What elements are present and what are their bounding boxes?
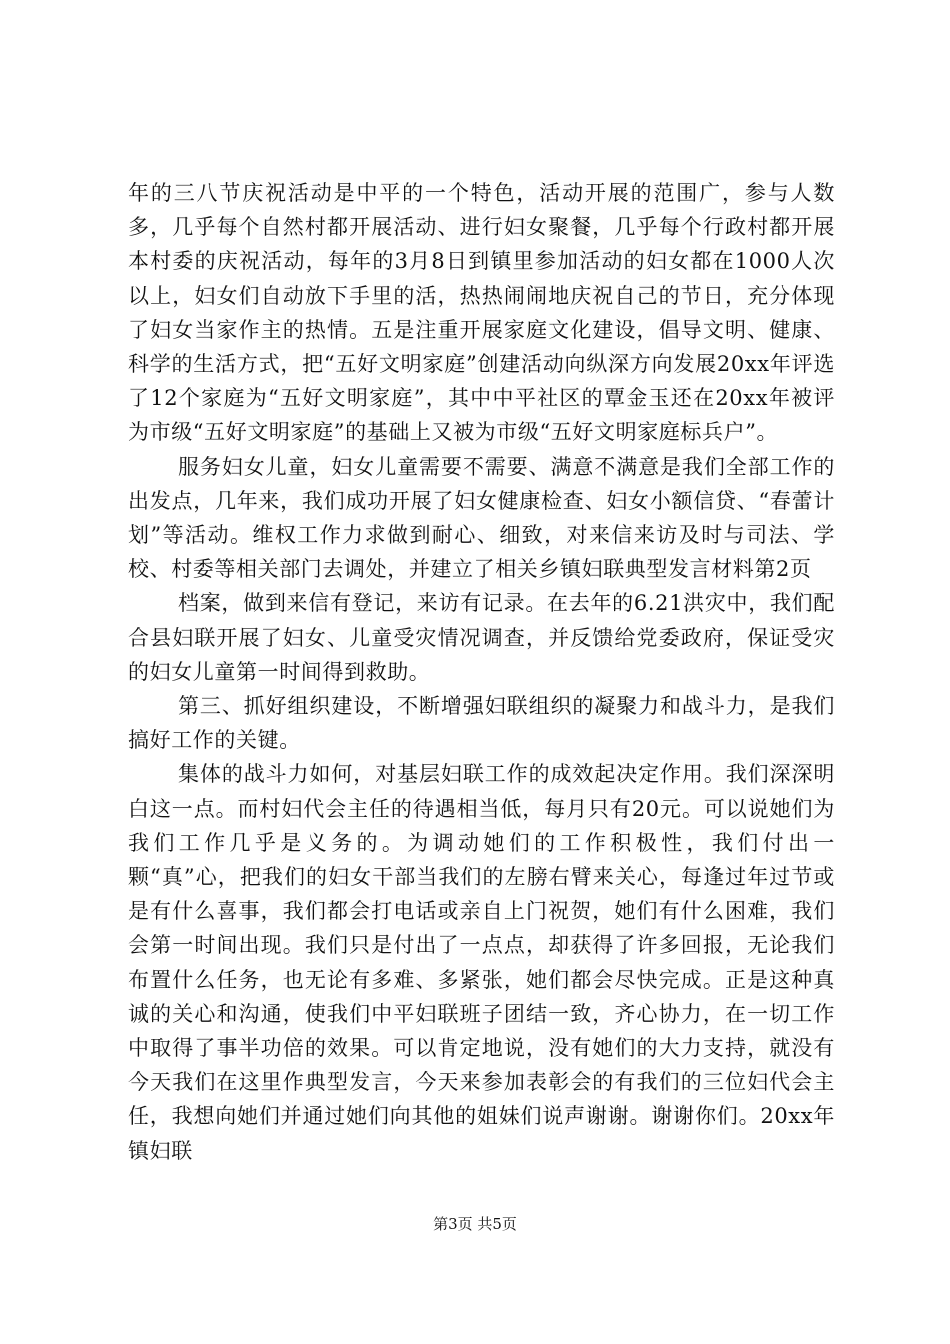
paragraph-5: 集体的战斗力如何，对基层妇联工作的成效起决定作用。我们深深明白这一点。而村妇代会主任的待遇相当低，每月只有20元。可以说她们为我们工作几乎是义务的。为调动她们的工作积极性，我们付出一颗“真”心，把我们的妇女干部当我们的左膀右臂来关心，每逢过年过节或是有什么喜事，我们都会打电话或亲自上门祝贺，她们有什么困难，我们会第一时间出现。我们只是付出了一点点，却获得了许多回报，无论我们布置什么任务，也无论有多难、多紧张，她们都会尽快完成。正是这种真诚的关心和沟通，使我们中平妇联班子团结一致，齐心协力，在一切工作中取得了事半功倍的效果。可以肯定地说，没有她们的大力支持，就没有今天我们在这里作典型发言，今天来参加表彰会的有我们的三位妇代会主任，我想向她们并通过她们向其他的姐妹们说声谢谢。谢谢你们。20xx年镇妇联 — [128, 762, 835, 1163]
paragraph-4: 第三、抓好组织建设，不断增强妇联组织的凝聚力和战斗力，是我们搞好工作的关键。 — [128, 694, 835, 753]
paragraph-2: 服务妇女儿童，妇女儿童需要不需要、满意不满意是我们全部工作的出发点，几年来，我们成功开展了妇女健康检查、妇女小额信贷、“春蕾计划”等活动。维权工作力求做到耐心、细致，对来信来访及时与司法、学校、村委等相关部门去调处，并建立了相关乡镇妇联典型发言材料第2页 — [128, 454, 835, 582]
paragraph-3: 档案，做到来信有登记，来访有记录。在去年的6.21洪灾中，我们配合县妇联开展了妇女、儿童受灾情况调查，并反馈给党委政府，保证受灾的妇女儿童第一时间得到救助。 — [128, 591, 835, 684]
page-number-footer: 第3页 共5页 — [433, 1215, 517, 1233]
paragraph-1: 年的三八节庆祝活动是中平的一个特色，活动开展的范围广，参与人数多，几乎每个自然村都开展活动、进行妇女聚餐，几乎每个行政村都开展本村委的庆祝活动，每年的3月8日到镇里参加活动的妇女都在1000人次以上，妇女们自动放下手里的活，热热闹闹地庆祝自己的节日，充分体现了妇女当家作主的热情。五是注重开展家庭文化建设，倡导文明、健康、科学的生活方式，把“五好文明家庭”创建活动向纵深方向发展20xx年评选了12个家庭为“五好文明家庭”，其中中平社区的覃金玉还在20xx年被评为市级“五好文明家庭”的基础上又被为市级“五好文明家庭标兵户”。 — [128, 181, 835, 445]
document-body — [128, 176, 835, 1168]
